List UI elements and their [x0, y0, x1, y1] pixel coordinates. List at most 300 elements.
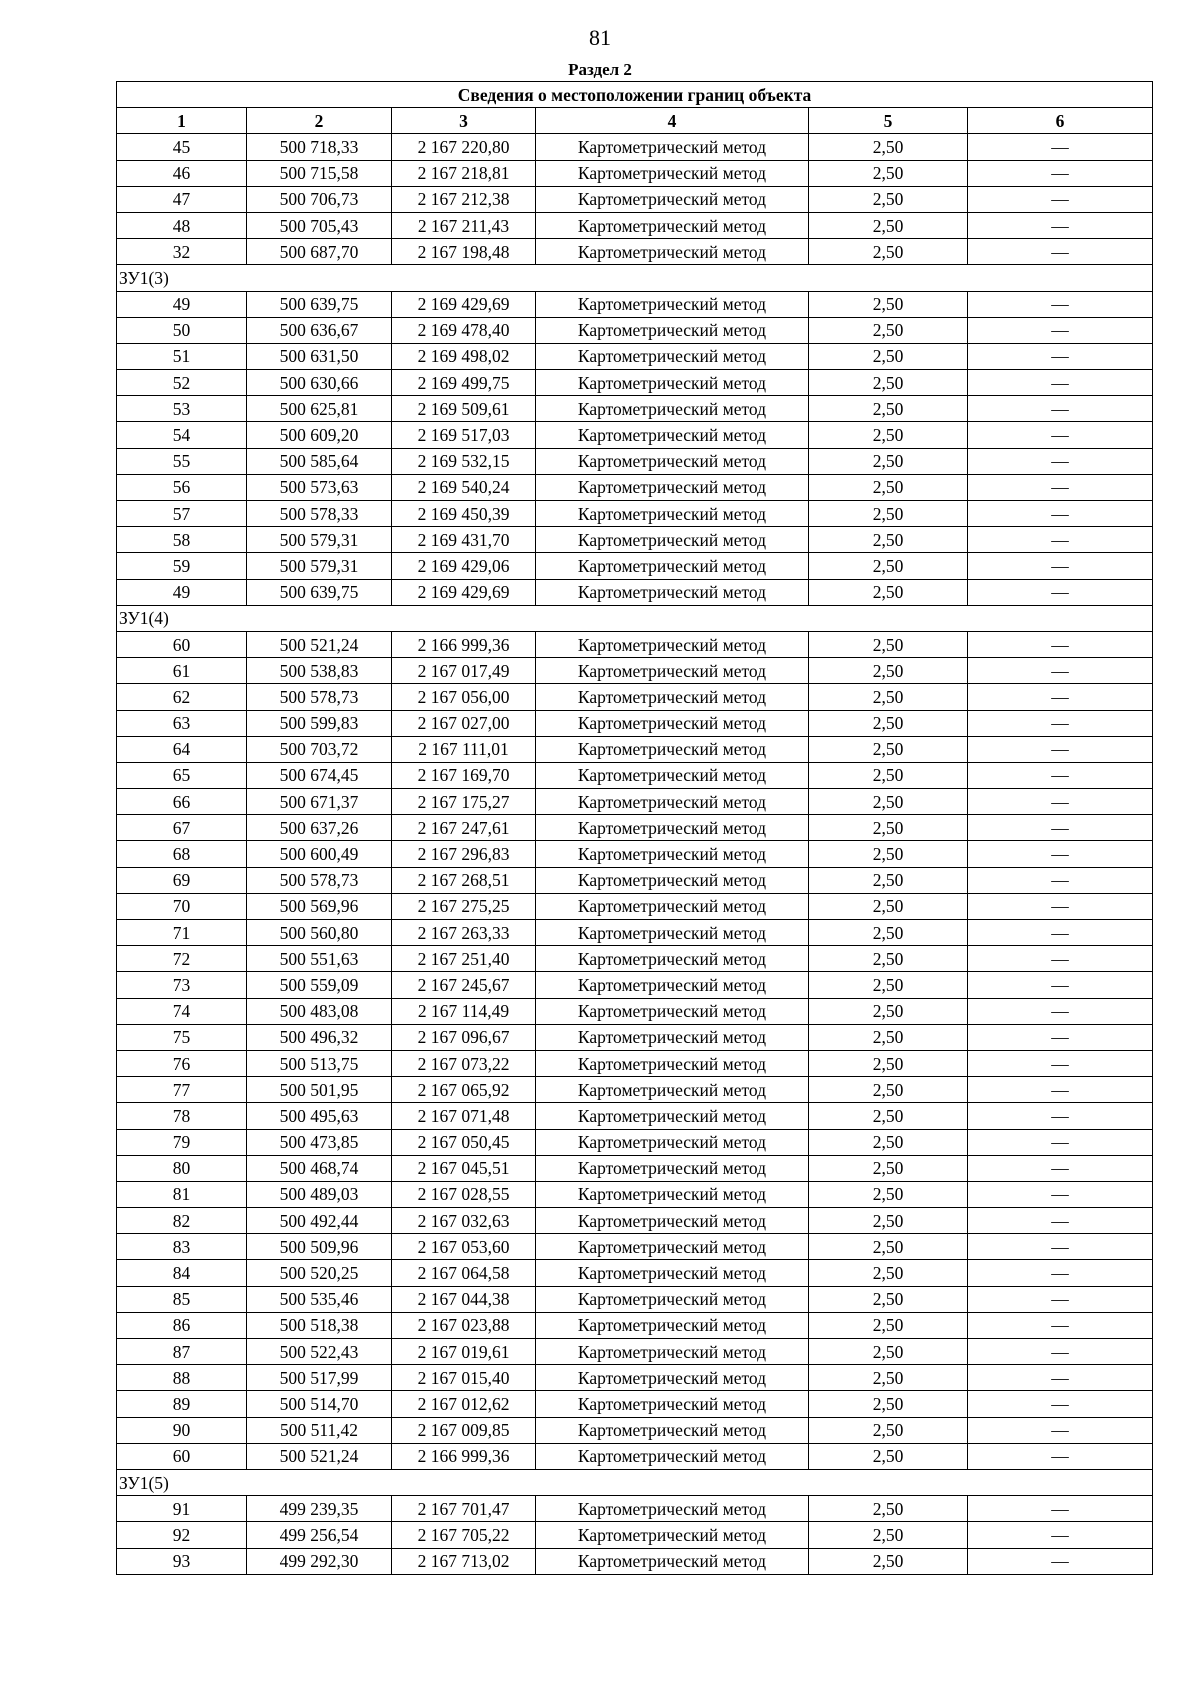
accuracy-cell: 2,50	[809, 998, 968, 1024]
accuracy-cell: 2,50	[809, 370, 968, 396]
point-number-cell: 61	[117, 658, 247, 684]
y-coordinate-cell: 2 169 429,69	[392, 291, 536, 317]
y-coordinate-cell: 2 167 044,38	[392, 1286, 536, 1312]
method-cell: Картометрический метод	[536, 789, 809, 815]
y-coordinate-cell: 2 169 540,24	[392, 474, 536, 500]
point-number-cell: 81	[117, 1181, 247, 1207]
table-caption-row	[117, 82, 1153, 108]
table-row	[117, 448, 1153, 474]
note-cell: —	[968, 317, 1153, 343]
table-row	[117, 789, 1153, 815]
method-cell: Картометрический метод	[536, 422, 809, 448]
point-number-cell: 85	[117, 1286, 247, 1312]
x-coordinate-cell: 500 559,09	[247, 972, 392, 998]
parcel-group-label: ЗУ1(4)	[117, 605, 1153, 631]
table-row	[117, 1129, 1153, 1155]
x-coordinate-cell: 500 639,75	[247, 579, 392, 605]
table-row	[117, 501, 1153, 527]
note-cell: —	[968, 658, 1153, 684]
method-cell: Картометрический метод	[536, 1417, 809, 1443]
note-cell: —	[968, 422, 1153, 448]
note-cell: —	[968, 1417, 1153, 1443]
y-coordinate-cell: 2 167 071,48	[392, 1103, 536, 1129]
note-cell: —	[968, 134, 1153, 160]
x-coordinate-cell: 500 551,63	[247, 946, 392, 972]
note-cell: —	[968, 946, 1153, 972]
x-coordinate-cell: 500 573,63	[247, 474, 392, 500]
y-coordinate-cell: 2 166 999,36	[392, 631, 536, 657]
note-cell: —	[968, 370, 1153, 396]
method-cell: Картометрический метод	[536, 1155, 809, 1181]
y-coordinate-cell: 2 167 296,83	[392, 841, 536, 867]
point-number-cell: 82	[117, 1208, 247, 1234]
x-coordinate-cell: 500 520,25	[247, 1260, 392, 1286]
method-cell: Картометрический метод	[536, 736, 809, 762]
accuracy-cell: 2,50	[809, 1286, 968, 1312]
point-number-cell: 75	[117, 1024, 247, 1050]
y-coordinate-cell: 2 167 713,02	[392, 1548, 536, 1574]
y-coordinate-cell: 2 167 218,81	[392, 160, 536, 186]
note-cell: —	[968, 1024, 1153, 1050]
method-cell: Картометрический метод	[536, 1024, 809, 1050]
method-cell: Картометрический метод	[536, 343, 809, 369]
x-coordinate-cell: 500 509,96	[247, 1234, 392, 1260]
method-cell: Картометрический метод	[536, 1129, 809, 1155]
x-coordinate-cell: 500 517,99	[247, 1365, 392, 1391]
method-cell: Картометрический метод	[536, 1443, 809, 1469]
y-coordinate-cell: 2 167 220,80	[392, 134, 536, 160]
accuracy-cell: 2,50	[809, 317, 968, 343]
accuracy-cell: 2,50	[809, 946, 968, 972]
method-cell: Картометрический метод	[536, 1077, 809, 1103]
table-row	[117, 160, 1153, 186]
accuracy-cell: 2,50	[809, 710, 968, 736]
method-cell: Картометрический метод	[536, 1391, 809, 1417]
method-cell: Картометрический метод	[536, 1050, 809, 1076]
x-coordinate-cell: 500 636,67	[247, 317, 392, 343]
x-coordinate-cell: 500 599,83	[247, 710, 392, 736]
note-cell: —	[968, 736, 1153, 762]
table-row	[117, 920, 1153, 946]
point-number-cell: 68	[117, 841, 247, 867]
method-cell: Картометрический метод	[536, 1365, 809, 1391]
table-row	[117, 1181, 1153, 1207]
table-row	[117, 1496, 1153, 1522]
table-row	[117, 1234, 1153, 1260]
point-number-cell: 73	[117, 972, 247, 998]
accuracy-cell: 2,50	[809, 972, 968, 998]
y-coordinate-cell: 2 167 015,40	[392, 1365, 536, 1391]
y-coordinate-cell: 2 167 050,45	[392, 1129, 536, 1155]
accuracy-cell: 2,50	[809, 1496, 968, 1522]
method-cell: Картометрический метод	[536, 658, 809, 684]
method-cell: Картометрический метод	[536, 212, 809, 238]
note-cell: —	[968, 527, 1153, 553]
method-cell: Картометрический метод	[536, 1234, 809, 1260]
x-coordinate-cell: 500 600,49	[247, 841, 392, 867]
table-row	[117, 867, 1153, 893]
point-number-cell: 71	[117, 920, 247, 946]
accuracy-cell: 2,50	[809, 1234, 968, 1260]
method-cell: Картометрический метод	[536, 186, 809, 212]
method-cell: Картометрический метод	[536, 684, 809, 710]
y-coordinate-cell: 2 167 263,33	[392, 920, 536, 946]
x-coordinate-cell: 499 292,30	[247, 1548, 392, 1574]
group-row	[117, 1469, 1153, 1495]
point-number-cell: 79	[117, 1129, 247, 1155]
point-number-cell: 74	[117, 998, 247, 1024]
y-coordinate-cell: 2 167 245,67	[392, 972, 536, 998]
note-cell: —	[968, 1339, 1153, 1365]
table-row	[117, 684, 1153, 710]
accuracy-cell: 2,50	[809, 1443, 968, 1469]
table-row	[117, 134, 1153, 160]
point-number-cell: 59	[117, 553, 247, 579]
method-cell: Картометрический метод	[536, 370, 809, 396]
x-coordinate-cell: 500 579,31	[247, 527, 392, 553]
point-number-cell: 53	[117, 396, 247, 422]
group-row	[117, 265, 1153, 291]
accuracy-cell: 2,50	[809, 1103, 968, 1129]
table-row	[117, 762, 1153, 788]
note-cell: —	[968, 893, 1153, 919]
accuracy-cell: 2,50	[809, 396, 968, 422]
x-coordinate-cell: 500 538,83	[247, 658, 392, 684]
x-coordinate-cell: 500 625,81	[247, 396, 392, 422]
table-body	[117, 134, 1153, 1574]
accuracy-cell: 2,50	[809, 553, 968, 579]
y-coordinate-cell: 2 167 045,51	[392, 1155, 536, 1181]
point-number-cell: 52	[117, 370, 247, 396]
point-number-cell: 60	[117, 631, 247, 657]
table-row	[117, 1339, 1153, 1365]
note-cell: —	[968, 186, 1153, 212]
method-cell: Картометрический метод	[536, 893, 809, 919]
note-cell: —	[968, 553, 1153, 579]
point-number-cell: 60	[117, 1443, 247, 1469]
accuracy-cell: 2,50	[809, 1077, 968, 1103]
x-coordinate-cell: 500 501,95	[247, 1077, 392, 1103]
y-coordinate-cell: 2 169 450,39	[392, 501, 536, 527]
note-cell: —	[968, 291, 1153, 317]
table-row	[117, 1286, 1153, 1312]
point-number-cell: 49	[117, 579, 247, 605]
y-coordinate-cell: 2 169 429,06	[392, 553, 536, 579]
note-cell: —	[968, 396, 1153, 422]
accuracy-cell: 2,50	[809, 343, 968, 369]
method-cell: Картометрический метод	[536, 920, 809, 946]
x-coordinate-cell: 500 585,64	[247, 448, 392, 474]
y-coordinate-cell: 2 167 028,55	[392, 1181, 536, 1207]
note-cell: —	[968, 212, 1153, 238]
point-number-cell: 84	[117, 1260, 247, 1286]
note-cell: —	[968, 1312, 1153, 1338]
table-row	[117, 736, 1153, 762]
table-caption: Сведения о местоположении границ объекта	[117, 82, 1153, 108]
y-coordinate-cell: 2 169 532,15	[392, 448, 536, 474]
note-cell: —	[968, 1050, 1153, 1076]
accuracy-cell: 2,50	[809, 1260, 968, 1286]
y-coordinate-cell: 2 167 268,51	[392, 867, 536, 893]
table-row	[117, 658, 1153, 684]
method-cell: Картометрический метод	[536, 1522, 809, 1548]
note-cell: —	[968, 448, 1153, 474]
x-coordinate-cell: 500 715,58	[247, 160, 392, 186]
x-coordinate-cell: 500 492,44	[247, 1208, 392, 1234]
parcel-group-label: ЗУ1(5)	[117, 1469, 1153, 1495]
group-row	[117, 605, 1153, 631]
point-number-cell: 32	[117, 239, 247, 265]
table-row	[117, 186, 1153, 212]
table-row	[117, 1024, 1153, 1050]
table-row	[117, 841, 1153, 867]
y-coordinate-cell: 2 169 498,02	[392, 343, 536, 369]
x-coordinate-cell: 500 674,45	[247, 762, 392, 788]
accuracy-cell: 2,50	[809, 134, 968, 160]
point-number-cell: 64	[117, 736, 247, 762]
column-header: 3	[392, 108, 536, 134]
table-row	[117, 553, 1153, 579]
point-number-cell: 49	[117, 291, 247, 317]
x-coordinate-cell: 500 560,80	[247, 920, 392, 946]
y-coordinate-cell: 2 167 073,22	[392, 1050, 536, 1076]
table-row	[117, 239, 1153, 265]
accuracy-cell: 2,50	[809, 658, 968, 684]
x-coordinate-cell: 500 511,42	[247, 1417, 392, 1443]
table-row	[117, 212, 1153, 238]
accuracy-cell: 2,50	[809, 501, 968, 527]
table-row	[117, 422, 1153, 448]
x-coordinate-cell: 500 514,70	[247, 1391, 392, 1417]
y-coordinate-cell: 2 167 114,49	[392, 998, 536, 1024]
accuracy-cell: 2,50	[809, 448, 968, 474]
x-coordinate-cell: 500 703,72	[247, 736, 392, 762]
y-coordinate-cell: 2 167 012,62	[392, 1391, 536, 1417]
point-number-cell: 89	[117, 1391, 247, 1417]
y-coordinate-cell: 2 166 999,36	[392, 1443, 536, 1469]
x-coordinate-cell: 500 705,43	[247, 212, 392, 238]
x-coordinate-cell: 500 706,73	[247, 186, 392, 212]
x-coordinate-cell: 500 687,70	[247, 239, 392, 265]
method-cell: Картометрический метод	[536, 1548, 809, 1574]
method-cell: Картометрический метод	[536, 579, 809, 605]
x-coordinate-cell: 500 671,37	[247, 789, 392, 815]
accuracy-cell: 2,50	[809, 789, 968, 815]
note-cell: —	[968, 815, 1153, 841]
x-coordinate-cell: 500 495,63	[247, 1103, 392, 1129]
method-cell: Картометрический метод	[536, 1260, 809, 1286]
point-number-cell: 67	[117, 815, 247, 841]
y-coordinate-cell: 2 167 212,38	[392, 186, 536, 212]
note-cell: —	[968, 501, 1153, 527]
y-coordinate-cell: 2 167 701,47	[392, 1496, 536, 1522]
x-coordinate-cell: 500 513,75	[247, 1050, 392, 1076]
x-coordinate-cell: 500 496,32	[247, 1024, 392, 1050]
point-number-cell: 47	[117, 186, 247, 212]
accuracy-cell: 2,50	[809, 762, 968, 788]
point-number-cell: 65	[117, 762, 247, 788]
note-cell: —	[968, 1443, 1153, 1469]
note-cell: —	[968, 1129, 1153, 1155]
table-row	[117, 710, 1153, 736]
point-number-cell: 76	[117, 1050, 247, 1076]
x-coordinate-cell: 500 489,03	[247, 1181, 392, 1207]
method-cell: Картометрический метод	[536, 867, 809, 893]
accuracy-cell: 2,50	[809, 160, 968, 186]
y-coordinate-cell: 2 167 023,88	[392, 1312, 536, 1338]
note-cell: —	[968, 1496, 1153, 1522]
accuracy-cell: 2,50	[809, 1391, 968, 1417]
x-coordinate-cell: 500 569,96	[247, 893, 392, 919]
table-row	[117, 370, 1153, 396]
y-coordinate-cell: 2 167 169,70	[392, 762, 536, 788]
column-header: 5	[809, 108, 968, 134]
point-number-cell: 70	[117, 893, 247, 919]
method-cell: Картометрический метод	[536, 1339, 809, 1365]
method-cell: Картометрический метод	[536, 448, 809, 474]
method-cell: Картометрический метод	[536, 501, 809, 527]
point-number-cell: 63	[117, 710, 247, 736]
point-number-cell: 80	[117, 1155, 247, 1181]
x-coordinate-cell: 499 256,54	[247, 1522, 392, 1548]
note-cell: —	[968, 1234, 1153, 1260]
x-coordinate-cell: 500 521,24	[247, 631, 392, 657]
table-row	[117, 1522, 1153, 1548]
note-cell: —	[968, 343, 1153, 369]
table-row	[117, 579, 1153, 605]
note-cell: —	[968, 1103, 1153, 1129]
y-coordinate-cell: 2 167 705,22	[392, 1522, 536, 1548]
table-row	[117, 291, 1153, 317]
table-row	[117, 631, 1153, 657]
x-coordinate-cell: 500 578,33	[247, 501, 392, 527]
point-number-cell: 72	[117, 946, 247, 972]
accuracy-cell: 2,50	[809, 841, 968, 867]
table-row	[117, 972, 1153, 998]
point-number-cell: 66	[117, 789, 247, 815]
note-cell: —	[968, 1391, 1153, 1417]
accuracy-cell: 2,50	[809, 1129, 968, 1155]
method-cell: Картометрический метод	[536, 291, 809, 317]
x-coordinate-cell: 500 631,50	[247, 343, 392, 369]
x-coordinate-cell: 500 483,08	[247, 998, 392, 1024]
column-header: 1	[117, 108, 247, 134]
point-number-cell: 87	[117, 1339, 247, 1365]
y-coordinate-cell: 2 169 429,69	[392, 579, 536, 605]
method-cell: Картометрический метод	[536, 1312, 809, 1338]
y-coordinate-cell: 2 167 053,60	[392, 1234, 536, 1260]
y-coordinate-cell: 2 169 431,70	[392, 527, 536, 553]
method-cell: Картометрический метод	[536, 762, 809, 788]
y-coordinate-cell: 2 167 096,67	[392, 1024, 536, 1050]
y-coordinate-cell: 2 167 032,63	[392, 1208, 536, 1234]
accuracy-cell: 2,50	[809, 1522, 968, 1548]
y-coordinate-cell: 2 169 499,75	[392, 370, 536, 396]
point-number-cell: 77	[117, 1077, 247, 1103]
method-cell: Картометрический метод	[536, 1208, 809, 1234]
accuracy-cell: 2,50	[809, 1548, 968, 1574]
method-cell: Картометрический метод	[536, 239, 809, 265]
accuracy-cell: 2,50	[809, 186, 968, 212]
table-row	[117, 1260, 1153, 1286]
accuracy-cell: 2,50	[809, 1155, 968, 1181]
method-cell: Картометрический метод	[536, 396, 809, 422]
point-number-cell: 48	[117, 212, 247, 238]
accuracy-cell: 2,50	[809, 1312, 968, 1338]
table-row	[117, 1208, 1153, 1234]
column-header: 6	[968, 108, 1153, 134]
point-number-cell: 55	[117, 448, 247, 474]
y-coordinate-cell: 2 167 211,43	[392, 212, 536, 238]
method-cell: Картометрический метод	[536, 134, 809, 160]
method-cell: Картометрический метод	[536, 317, 809, 343]
y-coordinate-cell: 2 167 175,27	[392, 789, 536, 815]
table-row	[117, 396, 1153, 422]
note-cell: —	[968, 998, 1153, 1024]
parcel-group-label: ЗУ1(3)	[117, 265, 1153, 291]
x-coordinate-cell: 500 579,31	[247, 553, 392, 579]
y-coordinate-cell: 2 167 247,61	[392, 815, 536, 841]
note-cell: —	[968, 1286, 1153, 1312]
accuracy-cell: 2,50	[809, 291, 968, 317]
accuracy-cell: 2,50	[809, 893, 968, 919]
point-number-cell: 86	[117, 1312, 247, 1338]
accuracy-cell: 2,50	[809, 1050, 968, 1076]
note-cell: —	[968, 789, 1153, 815]
table-row	[117, 815, 1153, 841]
x-coordinate-cell: 500 639,75	[247, 291, 392, 317]
boundary-coordinates-table	[116, 81, 1153, 1575]
table-row	[117, 946, 1153, 972]
table-row	[117, 1050, 1153, 1076]
method-cell: Картометрический метод	[536, 474, 809, 500]
table-row	[117, 998, 1153, 1024]
point-number-cell: 51	[117, 343, 247, 369]
method-cell: Картометрический метод	[536, 946, 809, 972]
y-coordinate-cell: 2 167 027,00	[392, 710, 536, 736]
point-number-cell: 46	[117, 160, 247, 186]
accuracy-cell: 2,50	[809, 422, 968, 448]
note-cell: —	[968, 474, 1153, 500]
column-header: 4	[536, 108, 809, 134]
table-row	[117, 1103, 1153, 1129]
point-number-cell: 62	[117, 684, 247, 710]
point-number-cell: 45	[117, 134, 247, 160]
note-cell: —	[968, 160, 1153, 186]
page-number: 81	[589, 25, 611, 50]
y-coordinate-cell: 2 169 509,61	[392, 396, 536, 422]
point-number-cell: 83	[117, 1234, 247, 1260]
note-cell: —	[968, 1548, 1153, 1574]
note-cell: —	[968, 239, 1153, 265]
section-title: Раздел 2	[568, 60, 632, 79]
accuracy-cell: 2,50	[809, 1208, 968, 1234]
point-number-cell: 92	[117, 1522, 247, 1548]
accuracy-cell: 2,50	[809, 736, 968, 762]
column-header: 2	[247, 108, 392, 134]
table-row	[117, 1077, 1153, 1103]
y-coordinate-cell: 2 167 198,48	[392, 239, 536, 265]
method-cell: Картометрический метод	[536, 972, 809, 998]
method-cell: Картометрический метод	[536, 1103, 809, 1129]
y-coordinate-cell: 2 167 019,61	[392, 1339, 536, 1365]
point-number-cell: 56	[117, 474, 247, 500]
note-cell: —	[968, 631, 1153, 657]
point-number-cell: 93	[117, 1548, 247, 1574]
note-cell: —	[968, 1181, 1153, 1207]
accuracy-cell: 2,50	[809, 474, 968, 500]
note-cell: —	[968, 1522, 1153, 1548]
